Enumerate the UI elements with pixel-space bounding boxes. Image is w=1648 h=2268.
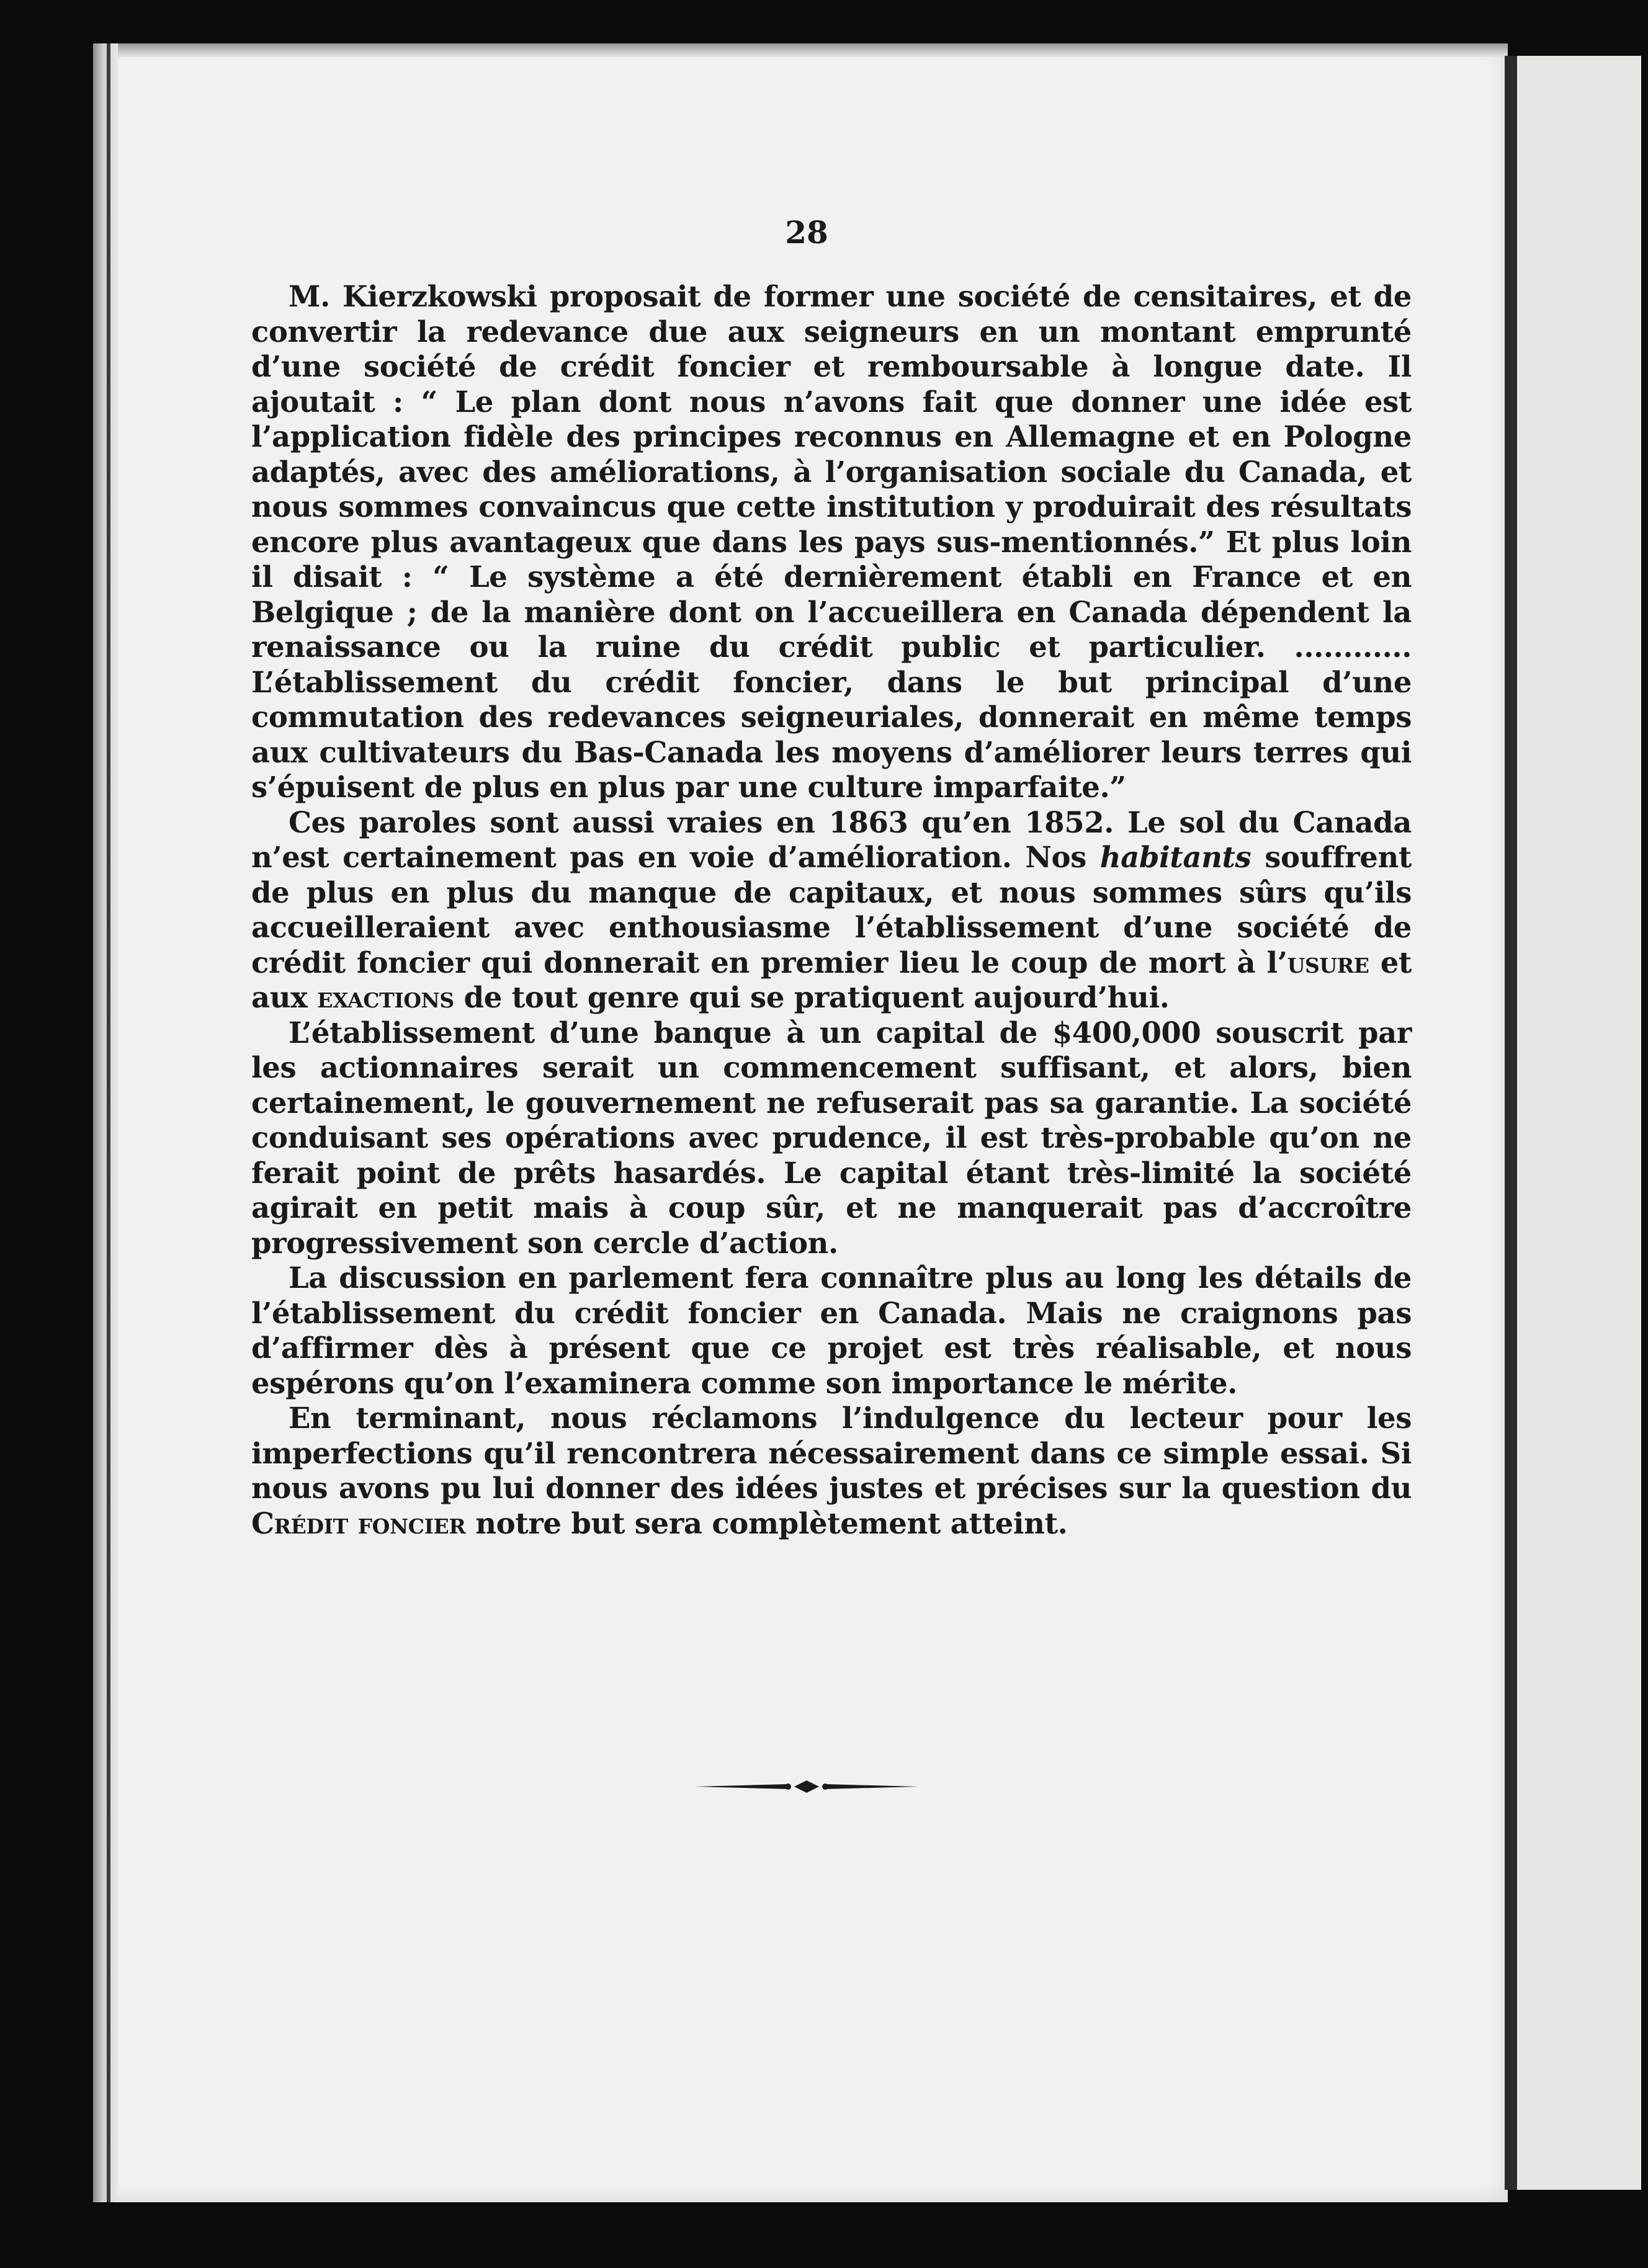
page-top-edge (93, 43, 1508, 57)
paragraph-5 (251, 1401, 1412, 1541)
ornament-dot-left (785, 1784, 791, 1790)
ornament-left-taper (695, 1784, 788, 1789)
decorative-rule-ornament (695, 1777, 918, 1796)
binding-edge (93, 43, 118, 2202)
paragraph-2-text-b: souffrent de plus en plus du manque de capitaux, et nous sommes sûrs qu’ils accueilleraient avec enthousiasme l’établissement d’une société de crédit foncier qui donnerait en premier lieu le coup de mort à l’ (251, 840, 1412, 980)
paragraph-4 (251, 1261, 1412, 1401)
ornament-center-diamond (794, 1780, 819, 1793)
next-page-edge (1517, 56, 1641, 2190)
paragraph-5-text-a: En terminant, nous réclamons l’indulgence du lecteur pour les imperfections qu’il rencontrera nécessairement dans ce simple essai. Si nous avons pu lui donner des idées justes et précises sur la question du (251, 1401, 1412, 1505)
paragraph-2-text-a: Ces paroles sont aussi vraies en 1863 qu’en 1852. Le sol du Canada n’est certainement pas en voie d’amélioration. Nos (251, 805, 1412, 874)
body-text (251, 279, 1412, 1541)
paragraph-1-text: M. Kierzkowski proposait de former une société de censitaires, et de convertir la redevance due aux seigneurs en un montant emprunté d’une société de crédit foncier et remboursable à longue date. Il ajoutait : “ Le plan dont nous n’avons fait que donner une idée est l’application fidèle des principes reconnus en Allemagne et en Pologne adaptés, avec des améliorations, à l’organisation sociale du Canada, et nous sommes convaincus que cette institution y produirait des résultats encore plus avantageux que dans les pays sus-mentionnés.” Et plus loin il disait : “ Le système a été dernièrement établi en France et en Belgique ; de la manière dont on l’accueillera en Canada dépendent la renaissance ou la ruine du crédit public et particulier. ............ L’établissement du crédit foncier, dans le but principal d’une commutation des redevances seigneuriales, donnerait en même temps aux cultivateurs du Bas-Canada les moyens d’améliorer leurs terres qui s’épuisent de plus en plus par une culture imparfaite.” (251, 279, 1412, 804)
smallcaps-exactions: exactions (317, 980, 454, 1014)
binding-line (107, 43, 110, 2202)
paragraph-3 (251, 1016, 1412, 1261)
paragraph-1 (251, 279, 1412, 805)
ornament-right-taper (825, 1784, 918, 1789)
smallcaps-usure: usure (1287, 945, 1369, 980)
paragraph-2-text-d: de tout genre qui se pratiquent aujourd’hui. (454, 980, 1170, 1014)
paragraph-3-text: L’établissement d’une banque à un capital de $400,000 souscrit par les actionnaires serait un commencement suffisant, et alors, bien certainement, le gouvernement ne refuserait pas sa garantie. La société conduisant ses opérations avec prudence, il est très-probable qu’on ne ferait point de prêts hasardés. Le capital étant très-limité la société agirait en petit mais à coup sûr, et ne manquerait pas d’accroître progressivement son cercle d’action. (251, 1015, 1412, 1260)
page-number: 28 (785, 214, 828, 251)
ornament-dot-right (822, 1784, 828, 1790)
smallcaps-credit-foncier: Crédit foncier (251, 1506, 466, 1540)
italic-word-habitants: habitants (1099, 840, 1252, 874)
paragraph-2 (251, 805, 1412, 1016)
paragraph-2-text-c: et aux (251, 945, 1412, 1014)
paragraph-4-text: La discussion en parlement fera connaître plus au long les détails de l’établissement du crédit foncier en Canada. Mais ne craignons pas d’affirmer dès à présent que ce projet est très réalisable, et nous espérons qu’on l’examinera comme son importance le mérite. (251, 1261, 1412, 1400)
paragraph-5-text-b: notre but sera complètement atteint. (465, 1506, 1068, 1540)
